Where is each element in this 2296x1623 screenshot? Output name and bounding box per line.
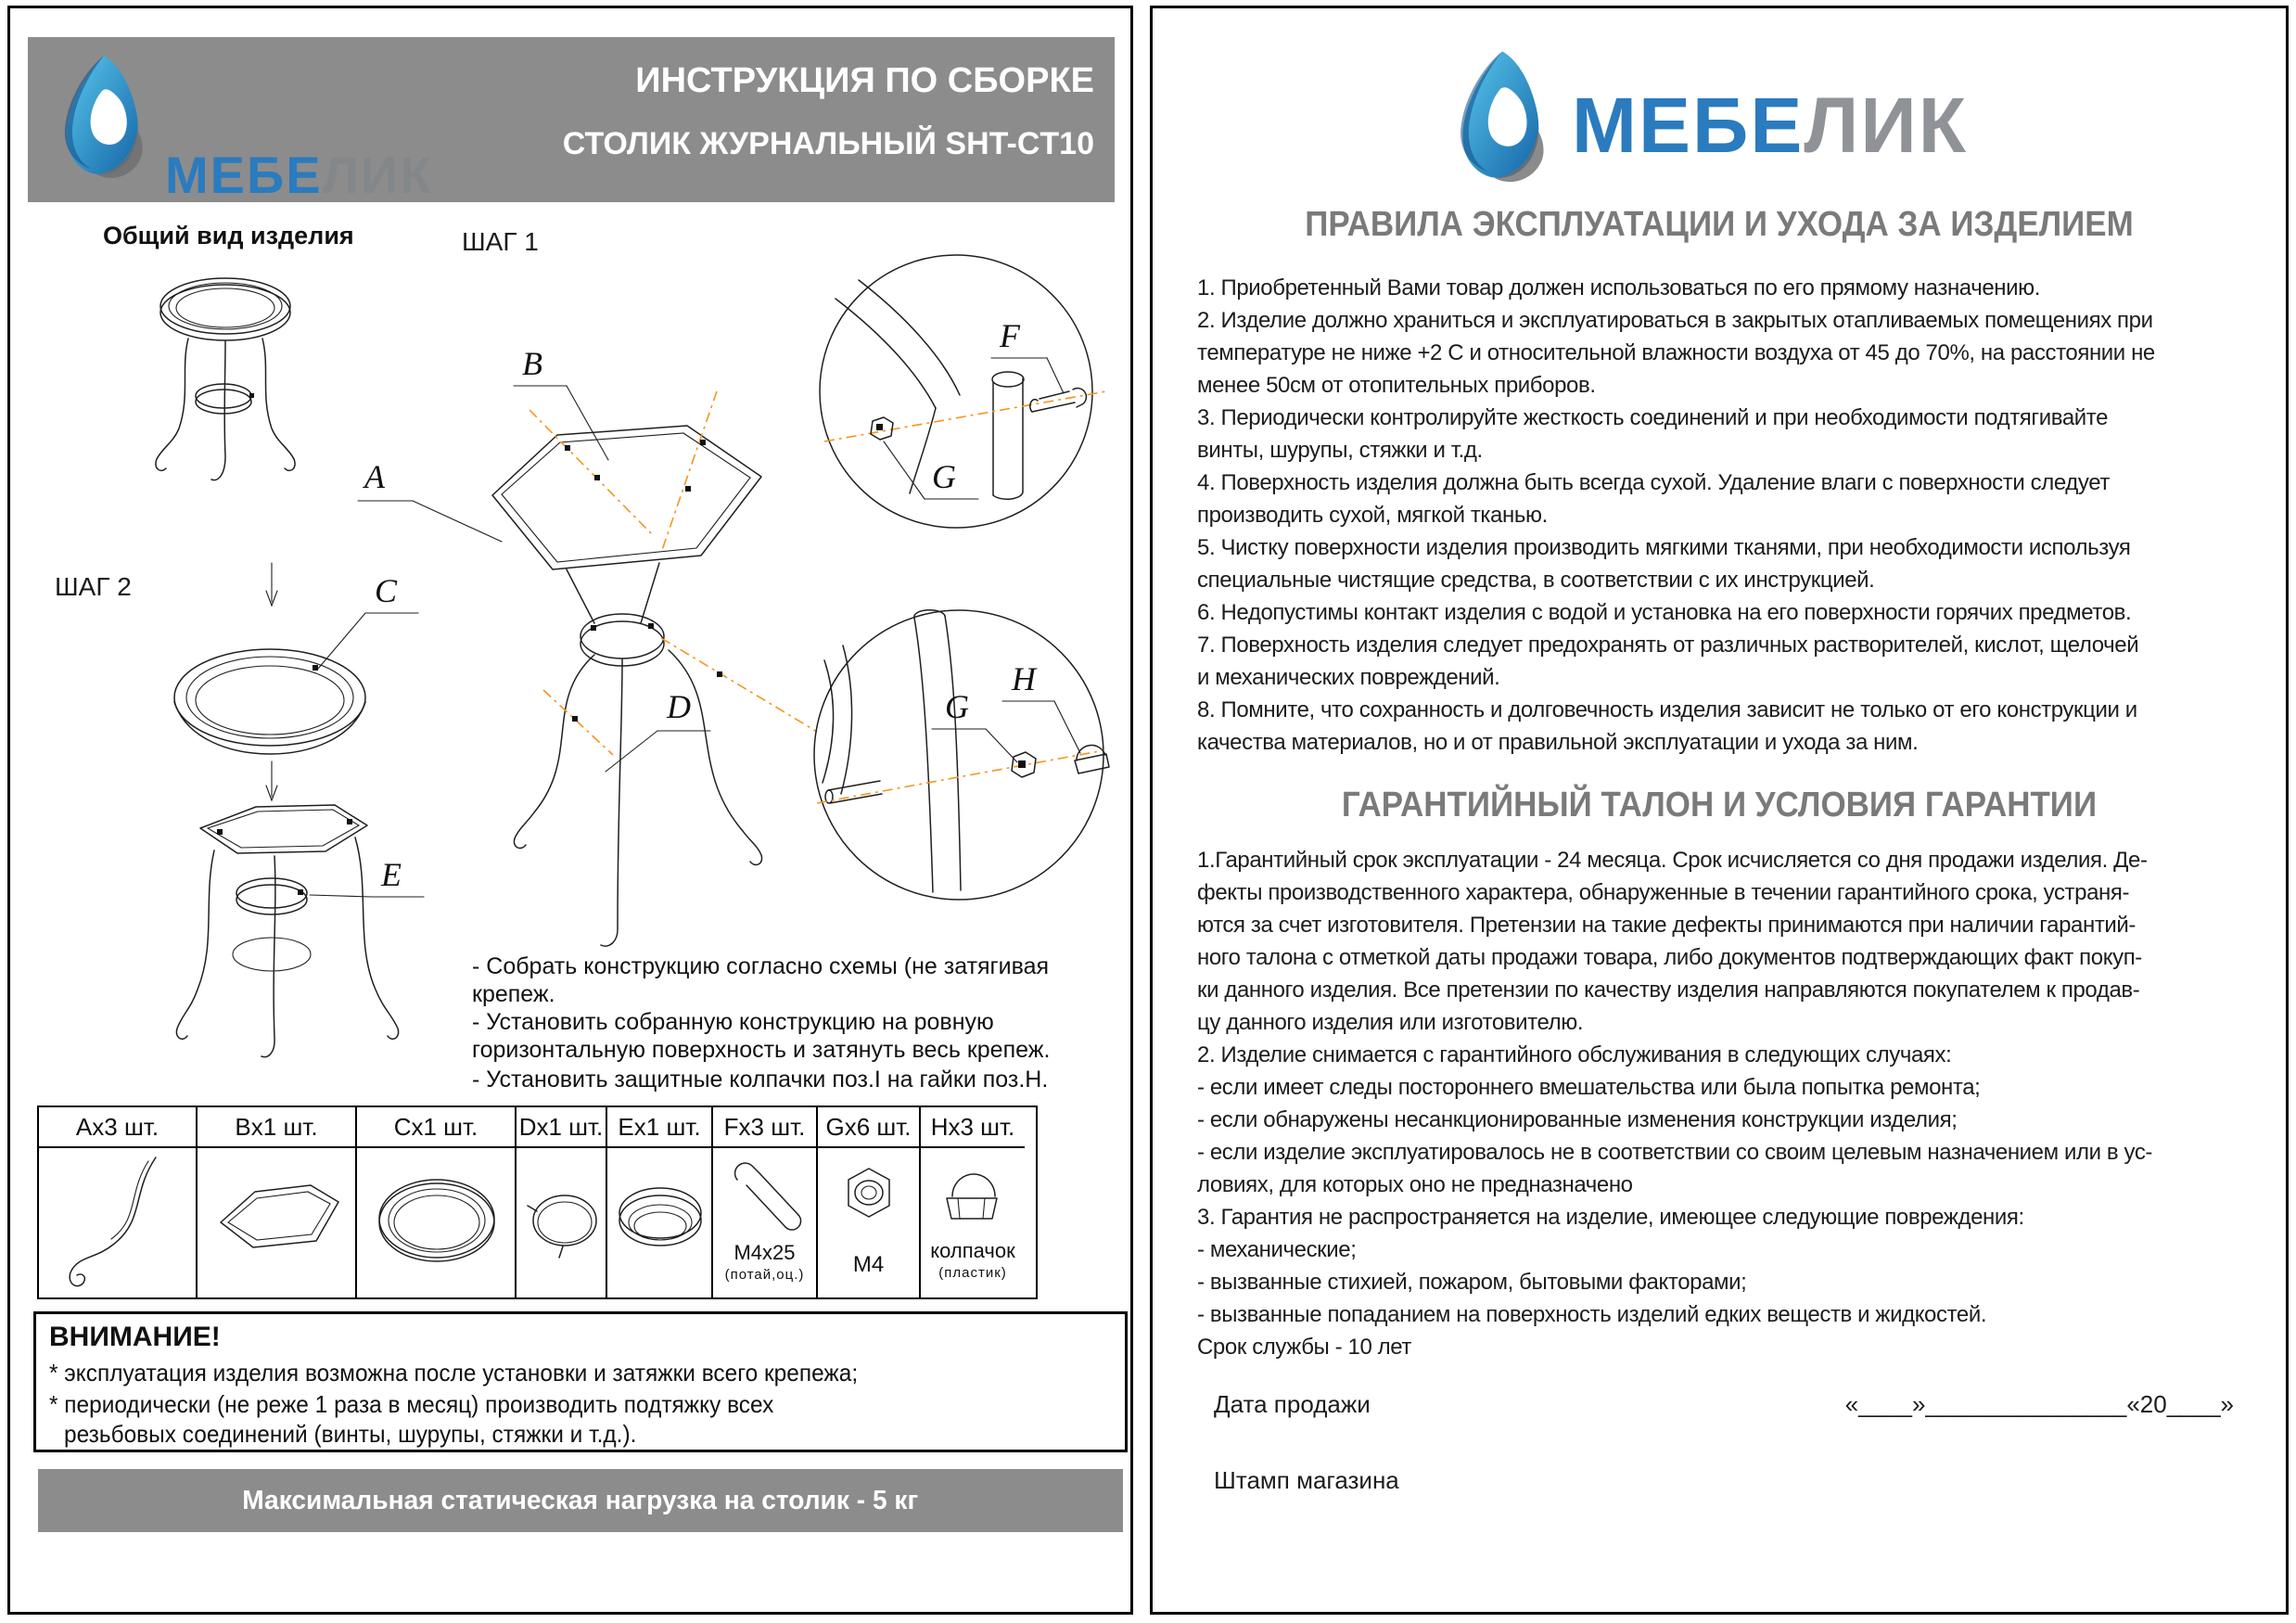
- brand-wordmark: [165, 145, 433, 205]
- part-column-b: [198, 1107, 357, 1297]
- label-c: C: [375, 572, 398, 609]
- care-line: 1. Приобретенный Вами товар должен использоваться по его прямому назначению.: [1197, 275, 2040, 300]
- warranty-line: цу данного изделия или изготовителю.: [1197, 1010, 1584, 1035]
- part-drawing-ring-small: [607, 1148, 711, 1297]
- max-load-text: Максимальная статическая нагрузка на столик - 5 кг: [242, 1485, 919, 1515]
- part-subcaption: (потай,оц.): [724, 1267, 805, 1283]
- warranty-line: 1.Гарантийный срок эксплуатации - 24 месяца. Срок исчисляется со дня продажи изделия. Де-: [1197, 848, 2148, 873]
- label-d: D: [667, 688, 691, 725]
- shop-stamp-label: Штамп магазина: [1214, 1466, 1399, 1494]
- warranty-line: ловиях, для которых оно не предназначено: [1197, 1172, 1633, 1197]
- part-drawing-nut: [818, 1148, 919, 1297]
- care-line: специальные чистящие средства, в соответствии с их инструкцией.: [1197, 568, 1875, 593]
- part-column-a: [39, 1107, 198, 1297]
- label-e: E: [381, 856, 402, 893]
- label-b: B: [522, 345, 542, 382]
- doc-subtitle: СТОЛИК ЖУРНАЛЬНЫЙ SHT-CT10: [562, 126, 1094, 161]
- care-line: производить сухой, мягкой тканью.: [1197, 503, 1548, 528]
- care-line: 3. Периодически контролируйте жесткость соединений и при необходимости подтягивайте: [1197, 405, 2109, 430]
- brand-text-blue: МЕБЕ: [1572, 82, 1805, 169]
- care-line: качества материалов, но и от правильной эксплуатации и ухода за ним.: [1197, 730, 1919, 755]
- general-view-drawing: [133, 255, 318, 543]
- step1-label: ШАГ 1: [462, 227, 539, 256]
- part-column-e: [607, 1107, 713, 1297]
- care-line: менее 50см от отопительных приборов.: [1197, 373, 1596, 398]
- attention-box: [33, 1311, 1128, 1452]
- doc-title: ИНСТРУКЦИЯ ПО СБОРКЕ: [635, 61, 1094, 100]
- part-header: Gx6 шт.: [818, 1107, 919, 1148]
- max-load-banner: [38, 1469, 1123, 1532]
- assembly-step-line: горизонтальную поверхность и затянуть весь крепеж.: [472, 1037, 1051, 1063]
- warranty-line: ки данного изделия. Все претензии по качеству изделия направляются покупателем к продав-: [1197, 978, 2140, 1003]
- care-line: температуре не ниже +2 С и относительной влажности воздуха от 45 до 70%, на расстоянии не: [1197, 340, 2155, 365]
- part-header: Bx1 шт.: [198, 1107, 355, 1148]
- assembly-step-line: - Собрать конструкцию согласно схемы (не затягивая: [472, 953, 1050, 979]
- part-column-d: [517, 1107, 607, 1297]
- part-drawing-ring-large: [357, 1148, 515, 1297]
- warranty-line: ного талона с отметкой даты продажи товара, либо документов подтверждающих факт покуп-: [1197, 945, 2142, 970]
- warranty-line: - вызванные попаданием на поверхность изделий едких веществ и жидкостей.: [1197, 1302, 1987, 1327]
- label-h: H: [1012, 660, 1036, 697]
- warranty-title: ГАРАНТИЙНЫЙ ТАЛОН И УСЛОВИЯ ГАРАНТИИ: [1341, 786, 2098, 824]
- label-g-top: G: [932, 458, 956, 495]
- care-line: 2. Изделие должно храниться и эксплуатироваться в закрытых отапливаемых помещениях при: [1197, 308, 2153, 333]
- part-header: Dx1 шт.: [517, 1107, 606, 1148]
- care-rules-title: ПРАВИЛА ЭКСПЛУАТАЦИИ И УХОДА ЗА ИЗДЕЛИЕМ: [1305, 205, 2134, 244]
- warranty-line: 3. Гарантия не распространяется на изделие, имеющее следующие повреждения:: [1197, 1205, 2024, 1230]
- part-caption: колпачок: [930, 1239, 1015, 1262]
- care-line: 6. Недопустимы контакт изделия с водой и установка на его поверхности горячих предметов.: [1197, 600, 2132, 625]
- part-column-g: [818, 1107, 921, 1297]
- label-a: A: [364, 458, 385, 495]
- care-line: 8. Помните, что сохранность и долговечность изделия зависит не только от его конструкции и: [1197, 697, 2137, 722]
- warranty-line: - если имеет следы постороннего вмешательства или была попытка ремонта;: [1197, 1075, 1981, 1100]
- part-header: Fx3 шт.: [713, 1107, 816, 1148]
- assembly-page: [7, 6, 1133, 1615]
- label-g-bottom: G: [945, 688, 969, 725]
- assembly-step-line: крепеж.: [472, 981, 555, 1007]
- brand-wordmark: [1572, 81, 1968, 171]
- part-caption: M4: [852, 1252, 885, 1277]
- care-line: винты, шурупы, стяжки и т.д.: [1197, 438, 1483, 463]
- part-column-c: [357, 1107, 517, 1297]
- general-view-title: Общий вид изделия: [103, 222, 354, 249]
- warranty-line: - механические;: [1197, 1237, 1357, 1262]
- care-line: 7. Поверхность изделия следует предохранять от различных растворителей, кислот, щелочей: [1197, 633, 2139, 658]
- warranty-line: Срок службы - 10 лет: [1197, 1335, 1412, 1360]
- warranty-line: - если изделие эксплуатировалось не в соответствии со своим целевым назначением или в ус-: [1197, 1140, 2153, 1165]
- part-drawing-cap: [921, 1148, 1025, 1297]
- detail-circle-bottom: [814, 610, 1109, 900]
- down-arrow-icon: [266, 563, 277, 606]
- care-warranty-page: [1150, 6, 2289, 1615]
- warranty-line: - вызванные стихией, пожаром, бытовыми факторами;: [1197, 1270, 1747, 1295]
- detail-circle-top: [820, 255, 1106, 528]
- label-f: F: [1000, 317, 1020, 354]
- part-column-h: [921, 1107, 1025, 1297]
- attention-line: * эксплуатация изделия возможна после установки и затяжки всего крепежа;: [49, 1359, 859, 1387]
- part-drawing-leg: [39, 1148, 196, 1297]
- attention-title: ВНИМАНИЕ!: [49, 1322, 221, 1352]
- part-header: Hx3 шт.: [921, 1107, 1025, 1148]
- care-line: 4. Поверхность изделия должна быть всегда сухой. Удаление влаги с поверхности следует: [1197, 470, 2110, 495]
- mebelik-logo-icon: [1449, 45, 1551, 194]
- brand-text-gray: ЛИК: [1804, 82, 1968, 169]
- part-drawing-frame: [198, 1148, 355, 1297]
- part-caption: M4x25: [733, 1241, 796, 1264]
- care-line: 5. Чистку поверхности изделия производить мягкими тканями, при необходимости используя: [1197, 535, 2131, 560]
- brand-text-gray: ЛИК: [322, 146, 434, 204]
- down-arrow-icon: [266, 761, 277, 800]
- part-header: Ex1 шт.: [607, 1107, 711, 1148]
- care-line: и механических повреждений.: [1197, 665, 1500, 690]
- assembly-step-line: - Установить собранную конструкцию на ровную: [472, 1009, 994, 1035]
- sale-date-label: Дата продажи: [1214, 1390, 1371, 1418]
- part-header: Ax3 шт.: [39, 1107, 196, 1148]
- assembly-step-line: - Установить защитные колпачки поз.I на гайки поз.Н.: [472, 1067, 1049, 1093]
- part-subcaption: (пластик): [938, 1265, 1007, 1281]
- part-drawing-ring-prongs: [517, 1148, 606, 1297]
- warranty-line: ются за счет изготовителя. Претензии на такие дефекты принимаются при наличии гарантий-: [1197, 913, 2137, 938]
- warranty-line: 2. Изделие снимается с гарантийного обслуживания в следующих случаях:: [1197, 1042, 1952, 1067]
- part-column-f: [713, 1107, 818, 1297]
- brand-text-blue: МЕБЕ: [165, 146, 323, 204]
- part-header: Cx1 шт.: [357, 1107, 515, 1148]
- part-drawing-bolt: [713, 1148, 816, 1297]
- attention-line: резьбовых соединений (винты, шурупы, стяжки и т.д.).: [64, 1420, 637, 1448]
- warranty-line: - если обнаружены несанкционированные изменения конструкции изделия;: [1197, 1107, 1958, 1132]
- parts-table: [37, 1105, 1038, 1299]
- page-header: [28, 37, 1115, 202]
- sale-date-blank: «____»_______________«20____»: [1844, 1390, 2234, 1418]
- step2-label: ШАГ 2: [55, 572, 132, 601]
- warranty-line: фекты производственного характера, обнаруженные в течении гарантийного срока, устраня-: [1197, 880, 2130, 905]
- mebelik-logo-icon: [56, 50, 148, 189]
- attention-line: * периодически (не реже 1 раза в месяц) производить подтяжку всех: [49, 1390, 774, 1418]
- step1-drawing: [316, 226, 1132, 952]
